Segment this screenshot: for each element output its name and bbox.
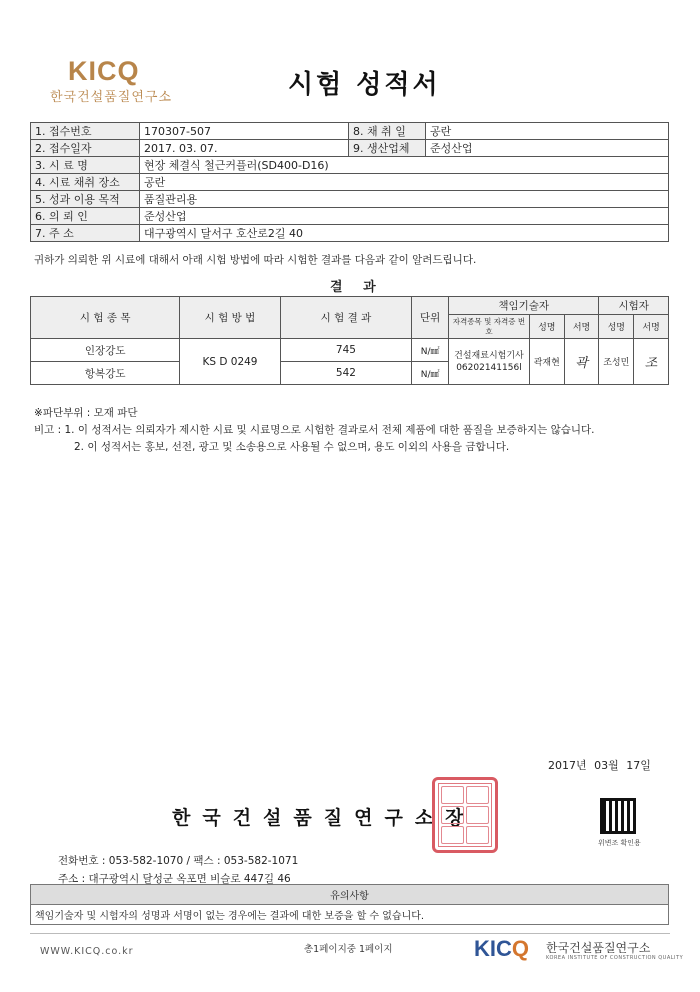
logo: KICQ: [68, 56, 140, 86]
row-method: KS D 0249: [180, 339, 280, 385]
header-item: 시 험 종 목: [31, 297, 180, 339]
remark-2: 2. 이 성적서는 홍보, 선전, 광고 및 소송용으로 사용될 수 없으며, 용도 이외의 사용을 금합니다.: [74, 441, 510, 453]
sampling-date-value: 공란: [426, 123, 669, 140]
caution-box: [30, 884, 669, 925]
row-item: 인장강도: [31, 339, 180, 362]
caution-title: 유의사항: [31, 885, 669, 905]
qualification: 건설재료시험기사: [454, 350, 524, 361]
sample-name-label: 3. 시 료 명: [31, 157, 140, 174]
footer-divider: [30, 933, 670, 934]
purpose-label: 5. 성과 이용 목적: [31, 191, 140, 208]
header-method: 시 험 방 법: [180, 297, 280, 339]
header-tester-sign: 서명: [634, 315, 669, 339]
row-result: 542: [280, 362, 412, 385]
header-result: 시 험 결 과: [280, 297, 412, 339]
remark-1: 비고 : 1. 이 성적서는 의뢰자가 제시한 시료 및 시료명으로 시험한 결과로서 전체 제품에 대한 품질을 보증하지는 않습니다.: [34, 424, 595, 436]
header-engineer-name: 성명: [529, 315, 564, 339]
table-row: [31, 339, 669, 362]
footer-logo: [474, 936, 529, 962]
client-label: 6. 의 뢰 인: [31, 208, 140, 225]
table-row: [31, 225, 669, 242]
row-unit: N/㎟: [412, 339, 449, 362]
table-row: [31, 123, 669, 140]
header-unit: 단위: [412, 297, 449, 339]
issue-date: 2017년 03월 17일: [548, 759, 651, 772]
receipt-date-label: 2. 접수일자: [31, 140, 140, 157]
sampling-date-label: 8. 채 취 일: [349, 123, 426, 140]
tester-name: 조성민: [599, 339, 634, 385]
result-title: 결 과: [330, 276, 384, 297]
table-header-row: [31, 297, 669, 315]
table-row: [31, 140, 669, 157]
sample-name-value: 현장 체결식 철근커플러(SD400-D16): [140, 157, 669, 174]
qr-code-icon[interactable]: [600, 798, 636, 834]
intro-text: 귀하가 의뢰한 위 시료에 대해서 아래 시험 방법에 따라 시험한 결과를 다음과 같이 알려드립니다.: [34, 254, 477, 266]
footer-org-name: 한국건설품질연구소: [546, 941, 651, 955]
receipt-no-value: 170307-507: [140, 123, 349, 140]
info-table: [30, 122, 669, 242]
tester-signature: [634, 339, 669, 385]
sample-place-value: 공란: [140, 174, 669, 191]
website-link[interactable]: WWW.KICQ.co.kr: [40, 946, 134, 957]
table-row: [31, 174, 669, 191]
caution-text: 책임기술자 및 시험자의 성명과 서명이 없는 경우에는 결과에 대한 보증을 할 수 없습니다.: [31, 905, 669, 925]
qualification-cell: [449, 339, 530, 385]
contact-phone: 전화번호 : 053-582-1070 / 팩스 : 053-582-1071: [58, 855, 299, 867]
engineer-signature: [564, 339, 599, 385]
table-row: [31, 208, 669, 225]
maker-label: 9. 생산업체: [349, 140, 426, 157]
row-unit: N/㎟: [412, 362, 449, 385]
notes: [34, 405, 595, 456]
fracture-note: ※파단부위 : 모재 파단: [34, 407, 138, 419]
tester-signature-mark: 조: [644, 356, 658, 371]
footer-logo-q: Q: [511, 936, 530, 961]
engineer-signature-mark: 곽: [575, 356, 588, 371]
purpose-value: 품질관리용: [140, 191, 669, 208]
maker-value: 준성산업: [426, 140, 669, 157]
official-seal: [432, 777, 498, 853]
sample-place-label: 4. 시료 채취 장소: [31, 174, 140, 191]
header-engineer-sign: 서명: [564, 315, 599, 339]
table-row: [31, 157, 669, 174]
seal-pattern: [438, 783, 492, 847]
header-tester-name: 성명: [599, 315, 634, 339]
page-count: 총1페이지중 1페이지: [304, 944, 393, 955]
qr-caption: 위변조 확인용: [598, 839, 641, 847]
header-qualification: 자격종목 및 자격증 번호: [449, 315, 530, 339]
address-label: 7. 주 소: [31, 225, 140, 242]
footer-logo-text: KIC: [474, 936, 512, 961]
client-value: 준성산업: [140, 208, 669, 225]
document-title: 시험 성적서: [288, 70, 441, 100]
organization-name: 한국건설품질연구소장: [172, 807, 476, 829]
results-table: [30, 296, 669, 385]
receipt-no-label: 1. 접수번호: [31, 123, 140, 140]
logo-subtitle: 한국건설품질연구소: [50, 90, 173, 105]
address-value: 대구광역시 달서구 호산로2길 40: [140, 225, 669, 242]
contact-address: 주소 : 대구광역시 달성군 옥포면 비슬로 447길 46: [58, 873, 291, 885]
header-engineer: 책임기술자: [449, 297, 599, 315]
engineer-name: 곽재현: [529, 339, 564, 385]
row-item: 항복강도: [31, 362, 180, 385]
header-tester: 시험자: [599, 297, 669, 315]
contact-info: [58, 852, 298, 888]
footer-org-english: KOREA INSTITUTE OF CONSTRUCTION QUALITY: [546, 955, 684, 961]
table-row: [31, 191, 669, 208]
qualification-number: 06202141156l: [456, 362, 522, 373]
row-result: 745: [280, 339, 412, 362]
receipt-date-value: 2017. 03. 07.: [140, 140, 349, 157]
